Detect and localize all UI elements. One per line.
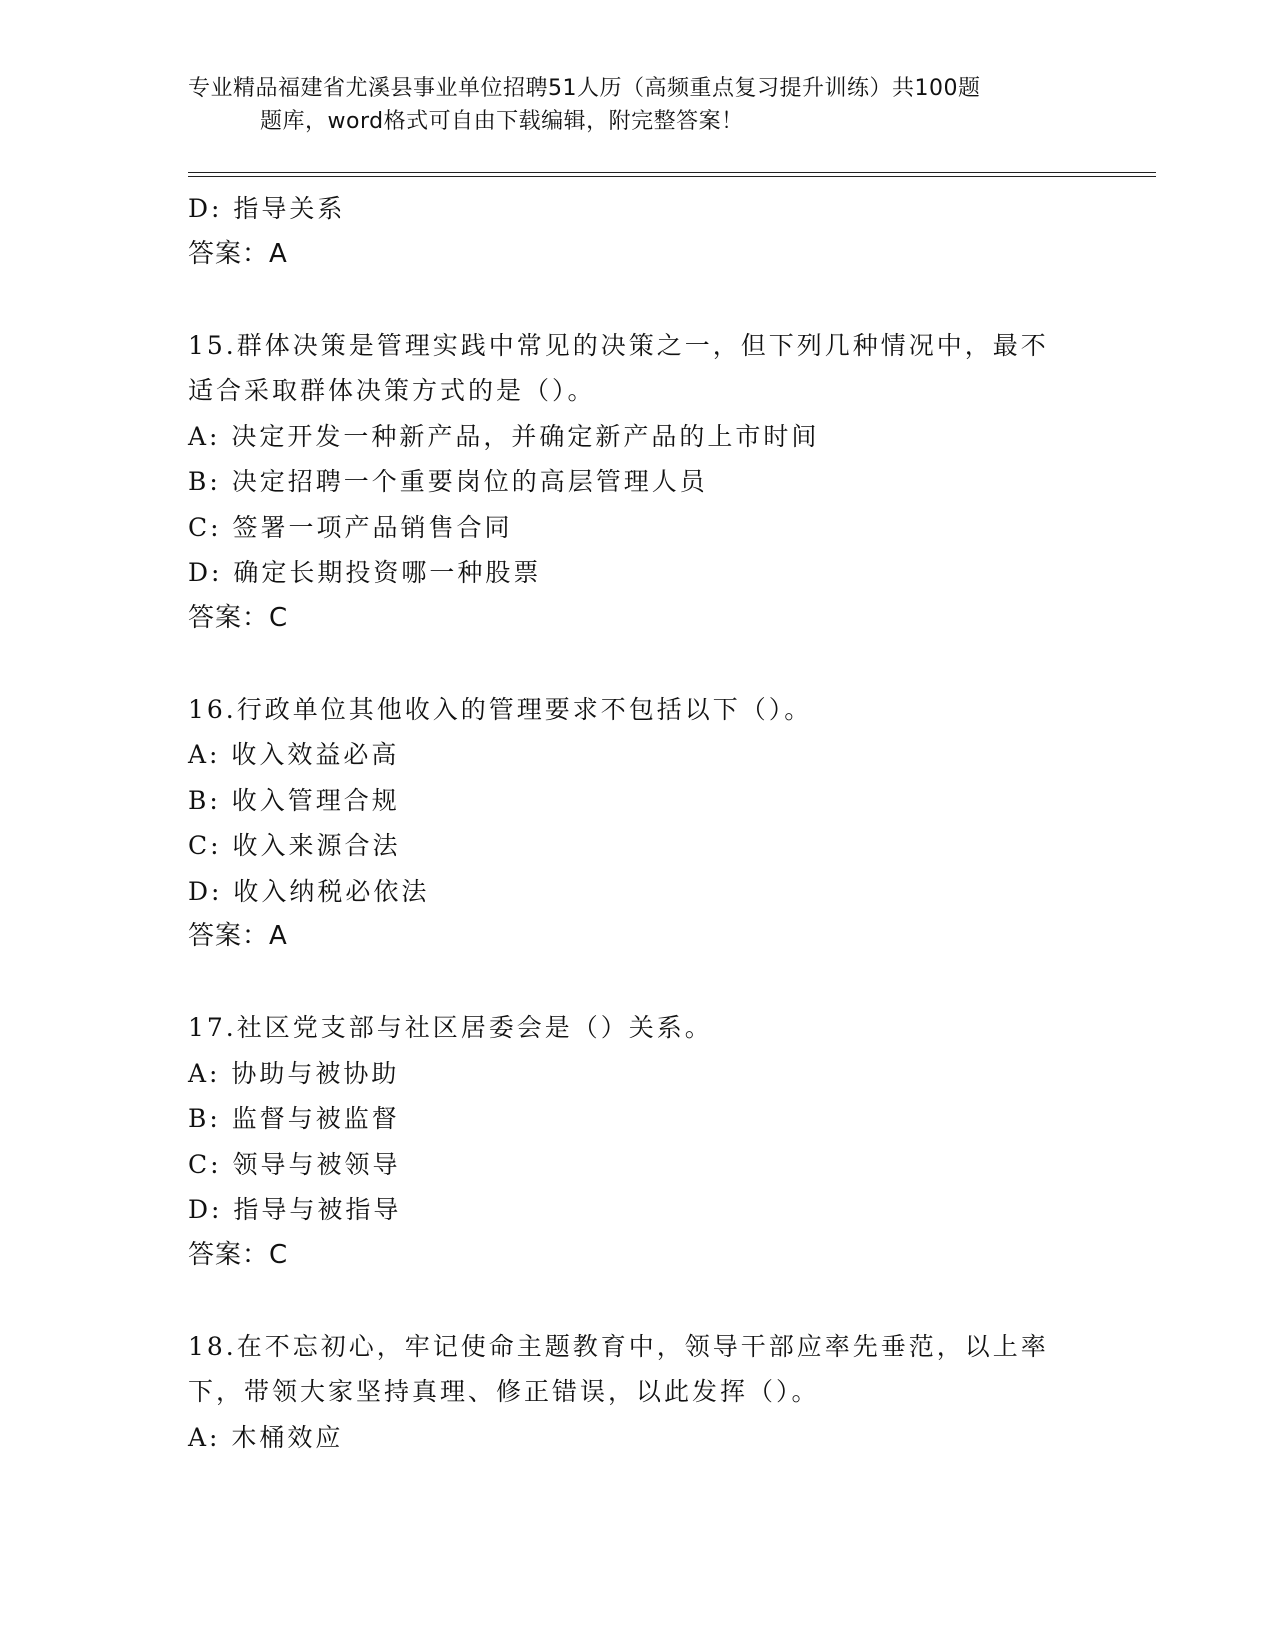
answer-line: 答案：A [188,238,288,269]
option-d: D: 指导关系 [188,194,346,223]
question-15-answer: 答案：C [188,602,289,633]
question-15-stem: 15.群体决策是管理实践中常见的决策之一，但下列几种情况中，最不 [188,330,1049,360]
question-16-option-d: D: 收入纳税必依法 [188,876,430,906]
question-15-option-c: C: 签署一项产品销售合同 [188,512,513,542]
question-16-option-a: A: 收入效益必高 [188,740,400,769]
question-17-answer: 答案：C [188,1239,289,1270]
header-title-line2: 题库，word格式可自由下载编辑，附完整答案！ [260,109,744,134]
question-16-answer: 答案：A [188,921,288,951]
question-17-option-c: C: 领导与被领导 [188,1149,401,1179]
header-divider-top [188,172,1156,173]
question-16-stem: 16.行政单位其他收入的管理要求不包括以下（）。 [188,694,813,724]
question-16-option-b: B: 收入管理合规 [188,785,400,815]
question-17-stem: 17.社区党支部与社区居委会是（）关系。 [188,1013,713,1042]
spacer [188,1278,1088,1324]
question-15-option-a: A: 决定开发一种新产品，并确定新产品的上市时间 [188,421,820,451]
spacer [188,641,1088,687]
question-17-option-a: A: 协助与被协助 [188,1058,400,1088]
question-16-option-c: C: 收入来源合法 [188,831,401,860]
question-18-stem-cont: 下，带领大家坚持真理、修正错误，以此发挥（）。 [188,1377,820,1406]
question-15-stem-cont: 适合采取群体决策方式的是（）。 [188,376,596,405]
spacer [188,277,1088,323]
question-15-option-d: D: 确定长期投资哪一种股票 [188,558,542,587]
spacer [188,960,1088,1006]
question-18-stem: 18.在不忘初心，牢记使命主题教育中，领导干部应率先垂范，以上率 [188,1331,1049,1361]
question-17-option-b: B: 监督与被监督 [188,1104,400,1133]
question-18-option-a: A: 木桶效应 [188,1422,344,1452]
question-17-option-d: D: 指导与被指导 [188,1195,402,1224]
document-header [188,72,1068,138]
question-15-option-b: B: 决定招聘一个重要岗位的高层管理人员 [188,467,708,496]
header-title-line1: 专业精品福建省尤溪县事业单位招聘51人历（高频重点复习提升训练）共100题 [188,76,981,101]
header-divider-bottom [188,176,1156,177]
question-list [188,186,1088,1460]
